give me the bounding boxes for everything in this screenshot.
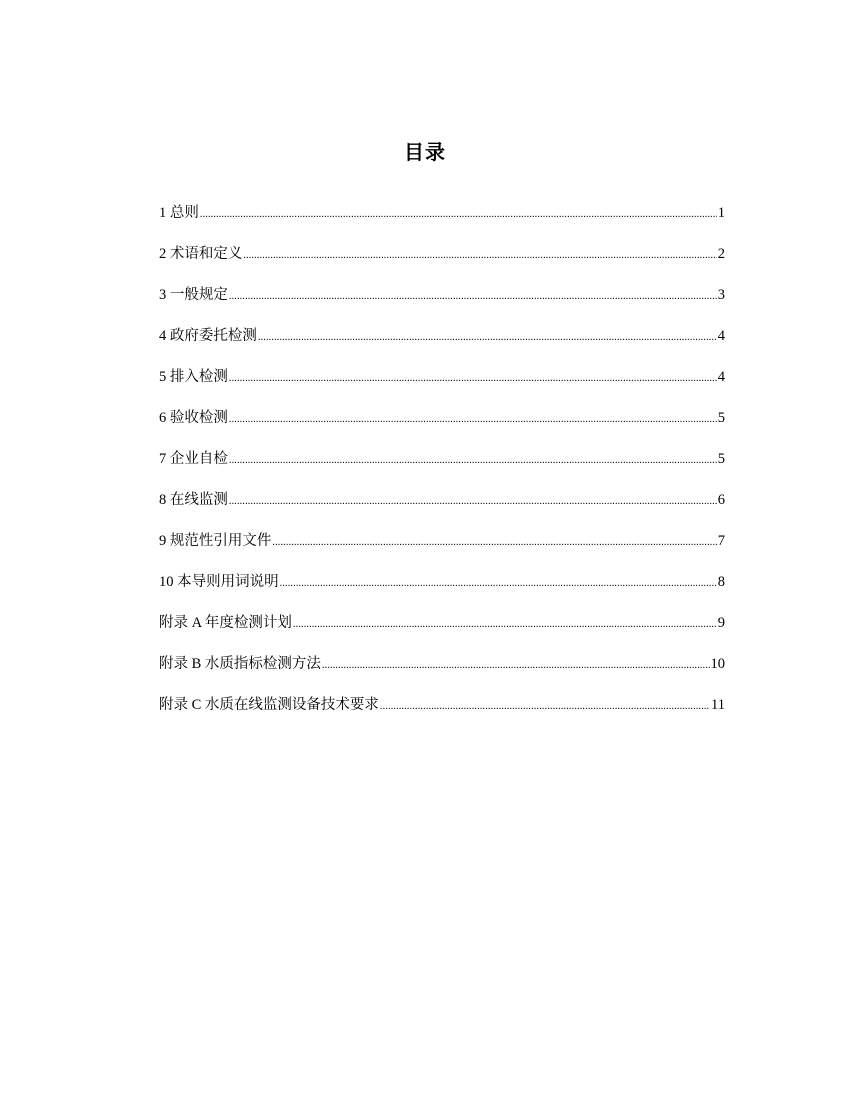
- toc-entry-label: 1 总则: [159, 205, 199, 221]
- toc-dot-leader: [293, 614, 717, 636]
- toc-entry-page-number: 6: [717, 492, 725, 508]
- toc-dot-leader: [380, 696, 710, 718]
- toc-entry-appendix-b[interactable]: [159, 653, 725, 694]
- toc-entry-5[interactable]: [159, 366, 725, 407]
- toc-entry-page-number: 4: [717, 328, 725, 344]
- toc-dot-leader: [229, 491, 717, 513]
- toc-entry-page-number: 5: [717, 410, 725, 426]
- toc-entry-label: 附录 A 年度检测计划: [159, 615, 292, 631]
- toc-entry-page-number: 11: [711, 697, 725, 713]
- toc-entry-label: 附录 B 水质指标检测方法: [159, 656, 321, 672]
- toc-entry-page-number: 3: [717, 287, 725, 303]
- toc-entry-page-number: 2: [717, 246, 725, 262]
- toc-entry-label: 10 本导则用词说明: [159, 574, 279, 590]
- toc-entry-6[interactable]: [159, 407, 725, 448]
- toc-entry-label: 5 排入检测: [159, 369, 228, 385]
- toc-entry-label: 附录 C 水质在线监测设备技术要求: [159, 697, 379, 713]
- toc-entry-8[interactable]: [159, 489, 725, 530]
- toc-dot-leader: [280, 573, 717, 595]
- toc-dot-leader: [229, 368, 717, 390]
- toc-dot-leader: [229, 409, 717, 431]
- toc-entry-appendix-c[interactable]: [159, 694, 725, 735]
- toc-entry-7[interactable]: [159, 448, 725, 489]
- toc-list: [159, 202, 725, 735]
- toc-dot-leader: [200, 204, 717, 226]
- toc-entry-10[interactable]: [159, 571, 725, 612]
- toc-entry-label: 8 在线监测: [159, 492, 228, 508]
- toc-entry-9[interactable]: [159, 530, 725, 571]
- toc-dot-leader: [243, 245, 716, 267]
- toc-entry-page-number: 4: [717, 369, 725, 385]
- toc-dot-leader: [229, 286, 717, 308]
- toc-entry-page-number: 5: [717, 451, 725, 467]
- toc-entry-4[interactable]: [159, 325, 725, 366]
- toc-entry-1[interactable]: [159, 202, 725, 243]
- toc-dot-leader: [272, 532, 716, 554]
- toc-entry-page-number: 1: [717, 205, 725, 221]
- toc-entry-2[interactable]: [159, 243, 725, 284]
- toc-entry-page-number: 10: [710, 656, 725, 672]
- toc-entry-page-number: 7: [717, 533, 725, 549]
- toc-entry-label: 2 术语和定义: [159, 246, 243, 262]
- toc-title: 目录: [404, 140, 446, 164]
- toc-entry-label: 3 一般规定: [159, 287, 228, 303]
- toc-entry-page-number: 8: [717, 574, 725, 590]
- toc-dot-leader: [322, 655, 710, 677]
- toc-entry-label: 7 企业自检: [159, 451, 228, 467]
- toc-dot-leader: [229, 450, 717, 472]
- toc-entry-page-number: 9: [717, 615, 725, 631]
- toc-entry-label: 6 验收检测: [159, 410, 228, 426]
- toc-entry-label: 4 政府委托检测: [159, 328, 257, 344]
- toc-entry-appendix-a[interactable]: [159, 612, 725, 653]
- toc-entry-label: 9 规范性引用文件: [159, 533, 272, 549]
- toc-entry-3[interactable]: [159, 284, 725, 325]
- toc-dot-leader: [258, 327, 717, 349]
